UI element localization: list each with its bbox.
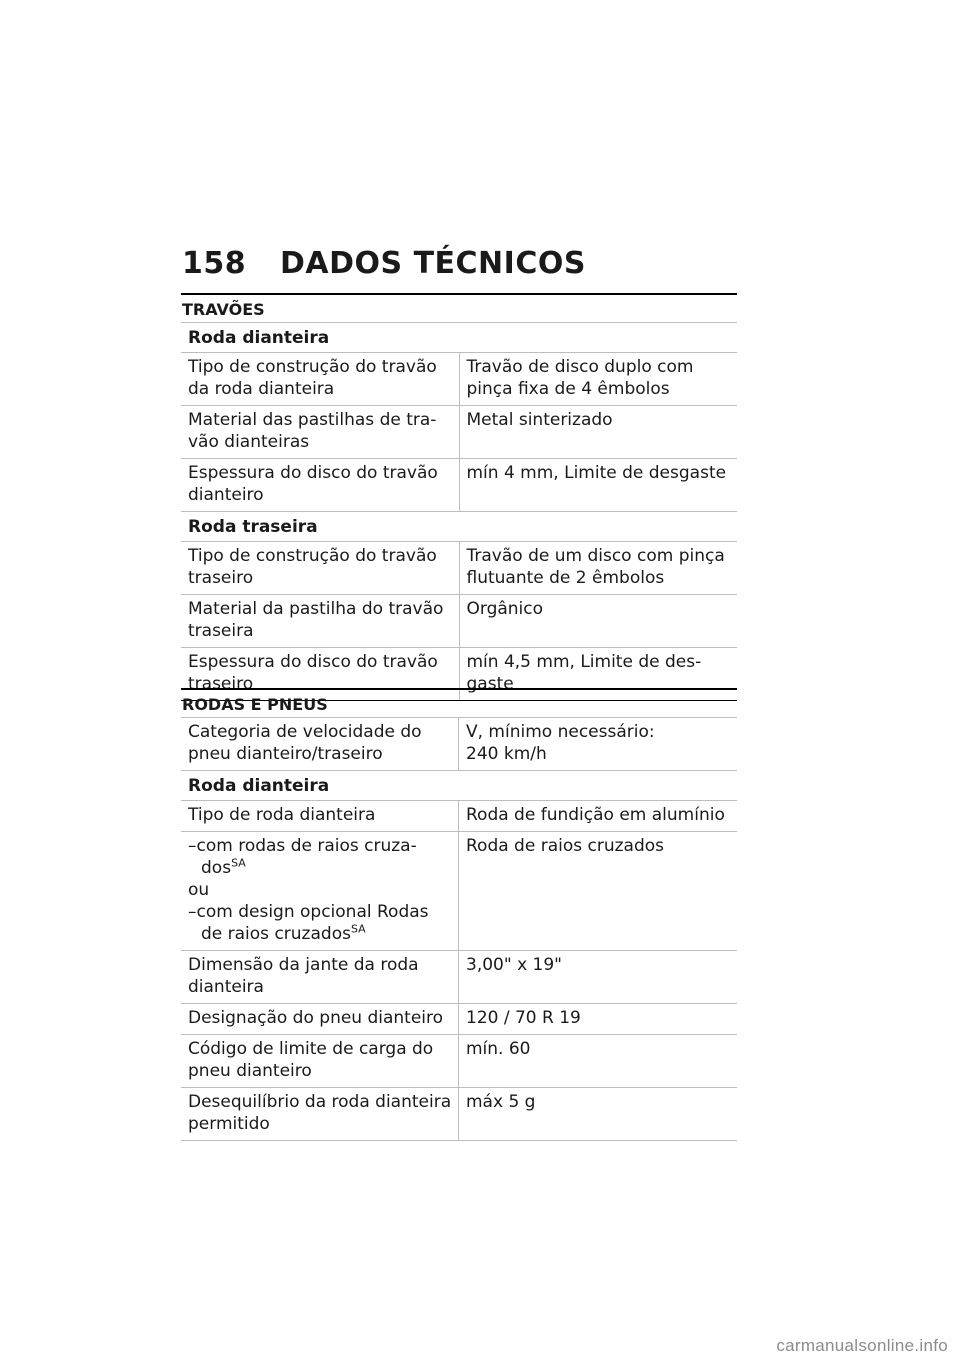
spec-value: Travão de disco duplo com pinça fixa de 4 êmbolos bbox=[459, 353, 737, 406]
brakes-section-title: TRAVÕES bbox=[181, 293, 737, 323]
spec-label: Material das pastilhas de tra- vão dianteiras bbox=[181, 406, 459, 459]
front-wheel-heading: Roda dianteira bbox=[181, 323, 737, 353]
option-design-wheels bbox=[188, 901, 452, 945]
watermark: carmanualsonline.info bbox=[776, 1336, 948, 1355]
spec-label: Tipo de construção do travão traseiro bbox=[181, 542, 459, 595]
table-row bbox=[181, 542, 737, 595]
table-row bbox=[181, 951, 737, 1004]
spec-value: máx 5 g bbox=[459, 1088, 738, 1141]
page-title: DADOS TÉCNICOS bbox=[280, 246, 586, 281]
spec-label: Tipo de roda dianteira bbox=[181, 801, 459, 832]
table-row bbox=[181, 323, 737, 353]
option-text: –com rodas de raios cruza- dos bbox=[188, 836, 417, 878]
table-row bbox=[181, 1035, 737, 1088]
speed-rating-line: V, mínimo necessário: bbox=[466, 722, 655, 742]
wheels-section bbox=[181, 688, 737, 1141]
spec-value: mín 4,5 mm, Limite de des- gaste bbox=[459, 648, 737, 701]
table-row bbox=[181, 832, 737, 951]
special-equipment-mark: SA bbox=[231, 856, 246, 870]
option-text: –com design opcional Rodas de raios cruzados bbox=[188, 902, 429, 944]
brakes-table bbox=[181, 323, 737, 701]
page-number: 158 bbox=[182, 246, 247, 281]
spec-value: 120 / 70 R 19 bbox=[459, 1004, 738, 1035]
spec-value: Metal sinterizado bbox=[459, 406, 737, 459]
spec-label: Dimensão da jante da roda dianteira bbox=[181, 951, 459, 1004]
wheels-section-title: RODAS E PNEUS bbox=[181, 688, 737, 718]
spec-label: Material da pastilha do travão traseira bbox=[181, 595, 459, 648]
table-row bbox=[181, 595, 737, 648]
front-wheel-heading: Roda dianteira bbox=[181, 771, 737, 801]
speed-value-line: 240 km/h bbox=[466, 744, 547, 764]
table-row bbox=[181, 512, 737, 542]
spec-label: Designação do pneu dianteiro bbox=[181, 1004, 459, 1035]
spec-value: mín 4 mm, Limite de desgaste bbox=[459, 459, 737, 512]
table-row bbox=[181, 718, 737, 771]
spec-value: Travão de um disco com pinça flutuante de 2 êmbolos bbox=[459, 542, 737, 595]
or-label: ou bbox=[188, 880, 210, 900]
table-row bbox=[181, 459, 737, 512]
spec-label: Espessura do disco do travão traseiro bbox=[181, 648, 459, 701]
option-spoked-wheels bbox=[188, 835, 452, 879]
spec-value: 3,00" x 19" bbox=[459, 951, 738, 1004]
spec-label: Desequilíbrio da roda dianteira permitido bbox=[181, 1088, 459, 1141]
table-row bbox=[181, 801, 737, 832]
table-row bbox=[181, 353, 737, 406]
rear-wheel-heading: Roda traseira bbox=[181, 512, 737, 542]
special-equipment-mark: SA bbox=[350, 922, 366, 936]
spec-label: Espessura do disco do travão dianteiro bbox=[181, 459, 459, 512]
table-row bbox=[181, 1004, 737, 1035]
spec-value: Roda de fundição em alumínio bbox=[459, 801, 738, 832]
spec-label: Tipo de construção do travão da roda dianteira bbox=[181, 353, 459, 406]
brakes-section bbox=[181, 293, 737, 701]
page-header bbox=[182, 246, 586, 281]
spec-value: Roda de raios cruzados bbox=[459, 832, 738, 951]
spec-value: mín. 60 bbox=[459, 1035, 738, 1088]
spec-value: Orgânico bbox=[459, 595, 737, 648]
spec-label bbox=[181, 832, 459, 951]
spec-value bbox=[459, 718, 738, 771]
wheels-table bbox=[181, 718, 737, 1141]
table-row bbox=[181, 1088, 737, 1141]
spec-label: Código de limite de carga do pneu dianteiro bbox=[181, 1035, 459, 1088]
table-row bbox=[181, 406, 737, 459]
spec-label: Categoria de velocidade do pneu dianteiro/traseiro bbox=[181, 718, 459, 771]
table-row bbox=[181, 771, 737, 801]
